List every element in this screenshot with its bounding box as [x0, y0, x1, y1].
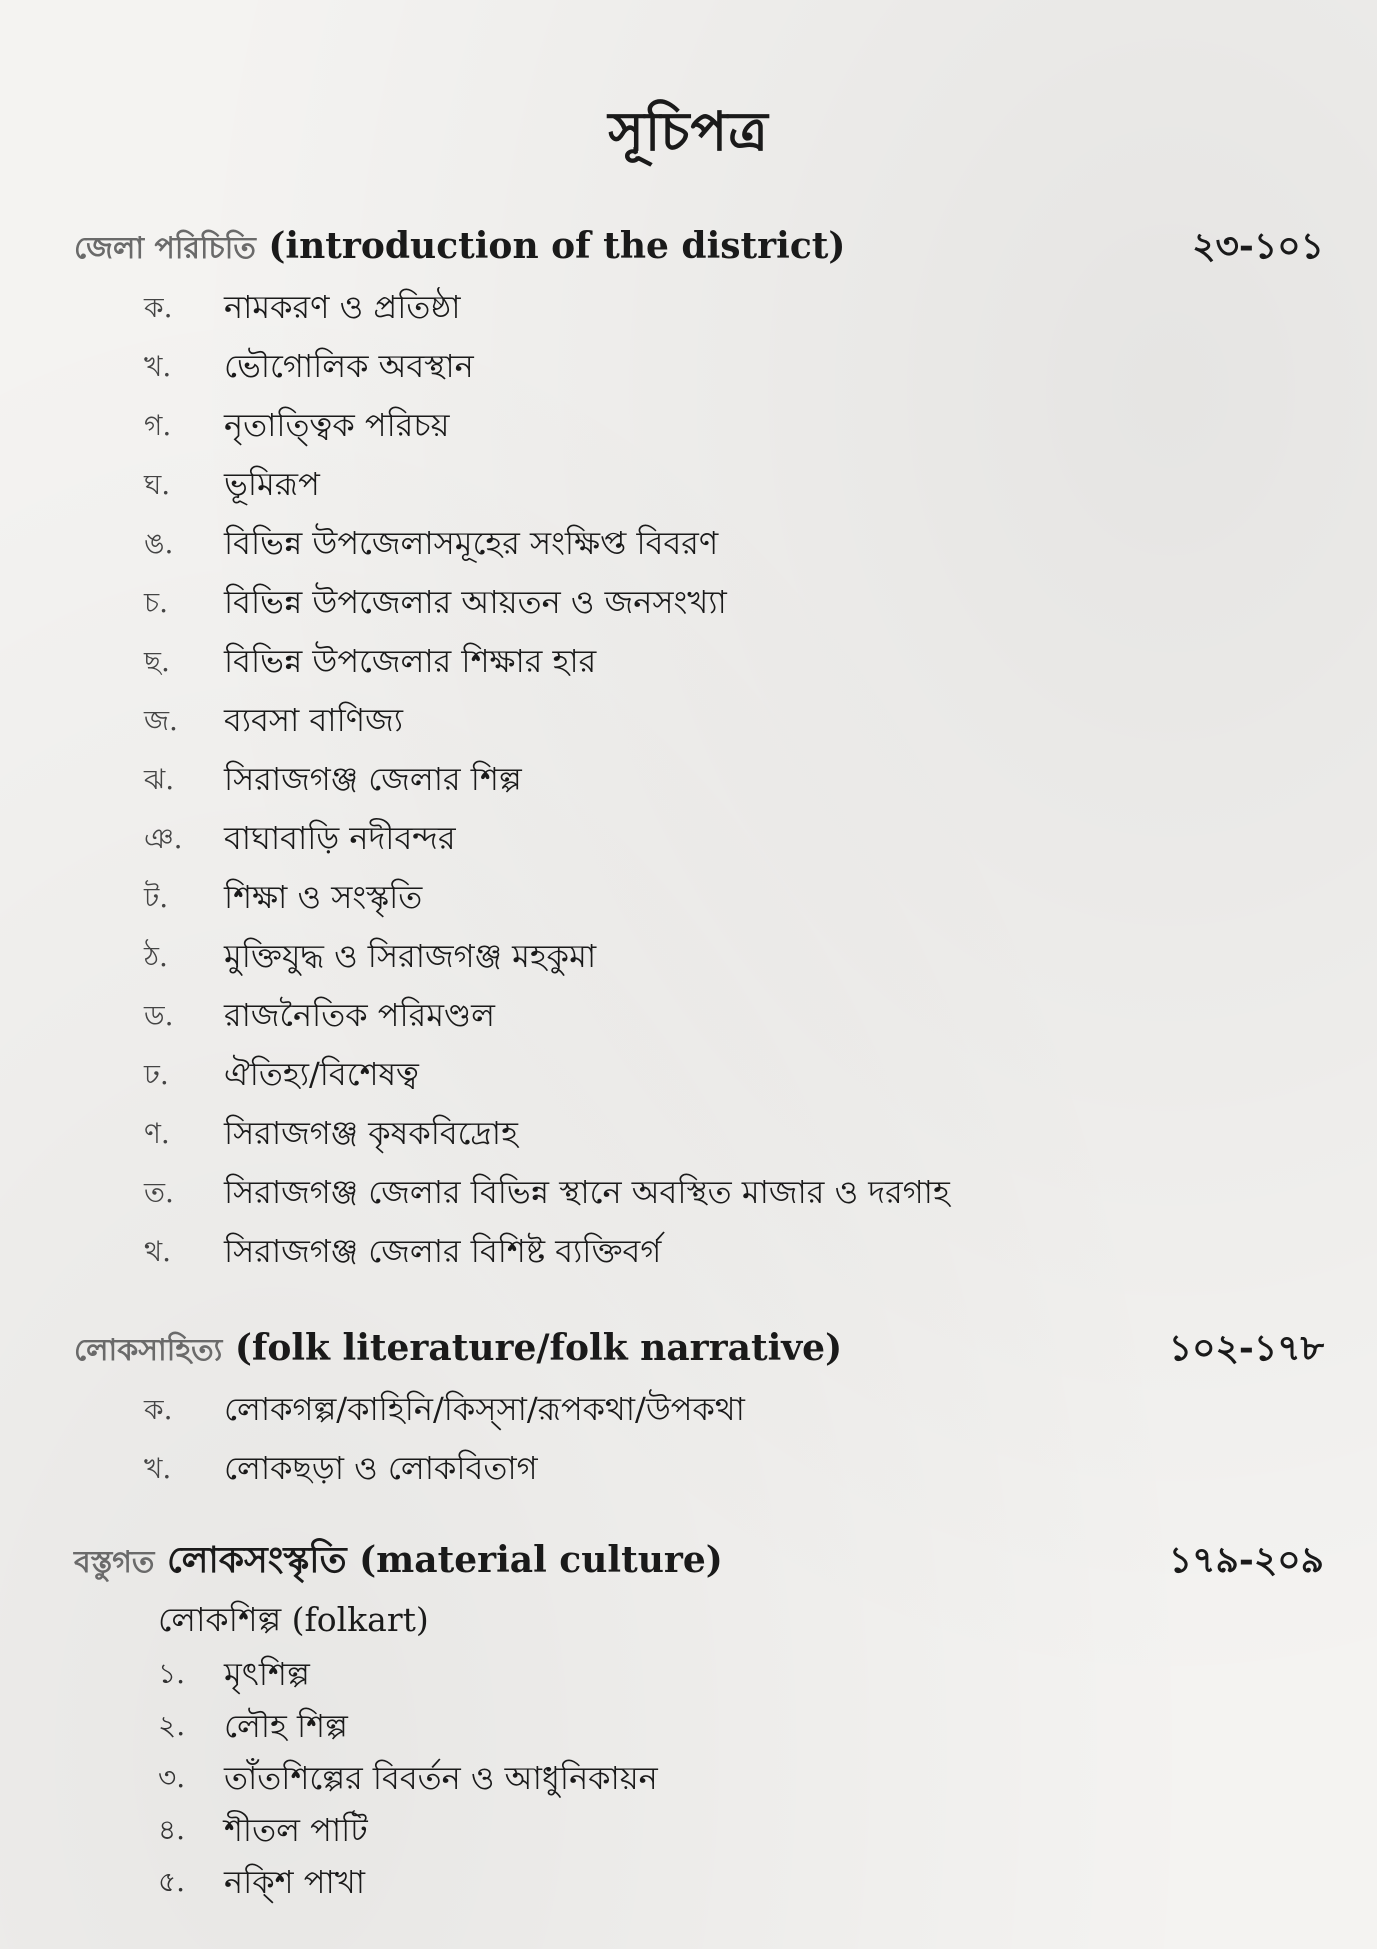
item-marker: ১.: [158, 1657, 186, 1690]
item-label: বিভিন্ন উপজেলার শিক্ষার হার: [224, 642, 597, 680]
item-marker: ক.: [144, 1393, 173, 1426]
item-marker: ২.: [158, 1709, 186, 1742]
item-label: সিরাজগঞ্জ জেলার বিভিন্ন স্থানে অবস্থিত মাজার ও দরগাহ: [224, 1173, 950, 1211]
item-marker: ত.: [144, 1176, 174, 1209]
toc-item: [74, 573, 1324, 632]
item-marker: ঝ.: [144, 763, 175, 796]
item-label: ব্যবসা বাণিজ্য: [224, 701, 403, 739]
item-label: তাঁতশিল্পের বিবর্তন ও আধুনিকায়ন: [224, 1759, 658, 1797]
item-marker: ঙ.: [144, 527, 174, 560]
item-label: সিরাজগঞ্জ জেলার শিল্প: [224, 760, 522, 798]
toc-item: [74, 809, 1324, 868]
section-title-bn: জেলা পরিচিতি: [74, 231, 256, 266]
section-title-prefix: বস্তুগত: [74, 1545, 155, 1580]
item-marker: ক.: [144, 291, 173, 324]
item-marker: ট.: [144, 881, 169, 914]
item-label: বাঘাবাড়ি নদীবন্দর: [224, 819, 456, 857]
toc-item: [74, 691, 1324, 750]
item-marker: থ.: [144, 1235, 172, 1268]
section-title: [74, 1316, 842, 1383]
item-label: লোকগল্প/কাহিনি/কিস্সা/রূপকথা/উপকথা: [224, 1390, 745, 1428]
item-marker: ণ.: [144, 1117, 170, 1150]
section-page-range: ১৭৯-২০৯: [1168, 1539, 1324, 1581]
item-label: শিক্ষা ও সংস্কৃতি: [224, 878, 423, 916]
item-marker: ছ.: [144, 645, 170, 678]
item-marker: ঠ.: [144, 940, 168, 973]
toc-item: [74, 1104, 1324, 1163]
toc-item: [74, 337, 1324, 396]
toc-item: [74, 1222, 1324, 1281]
item-marker: খ.: [144, 350, 172, 383]
toc-item: [74, 868, 1324, 927]
item-label: সিরাজগঞ্জ কৃষকবিদ্রোহ: [224, 1114, 518, 1152]
item-marker: ৫.: [158, 1865, 186, 1898]
item-label: বিভিন্ন উপজেলার আয়তন ও জনসংখ্যা: [224, 583, 727, 621]
section-page-range: ১০২-১৭৮: [1168, 1327, 1324, 1369]
page-title: সূচিপত্র: [608, 99, 769, 163]
item-label: শীতল পাটি: [224, 1811, 368, 1849]
item-label: নামকরণ ও প্রতিষ্ঠা: [224, 288, 461, 326]
toc-item: [74, 632, 1324, 691]
toc-item: [74, 1752, 1324, 1804]
item-label: বিভিন্ন উপজেলাসমূহের সংক্ষিপ্ত বিবরণ: [224, 524, 719, 562]
section-title-en: (introduction of the district): [268, 225, 846, 267]
toc-item: [74, 1439, 1324, 1498]
toc-item: [74, 1045, 1324, 1104]
toc-item: [74, 278, 1324, 337]
toc-item: [74, 1380, 1324, 1439]
item-label: মৃৎশিল্প: [224, 1655, 310, 1693]
toc-item: [74, 1804, 1324, 1856]
section-heading: [74, 1316, 1324, 1380]
item-label: লৌহ শিল্প: [224, 1707, 348, 1745]
toc-item: [74, 1856, 1324, 1908]
item-label: নক্শি পাখা: [224, 1863, 366, 1901]
item-marker: জ.: [144, 704, 178, 737]
item-marker: খ.: [144, 1452, 172, 1485]
item-marker: ড.: [144, 999, 174, 1032]
item-marker: ঘ.: [144, 468, 171, 501]
toc-item: [74, 1648, 1324, 1700]
toc-section-material-culture: [74, 1528, 1324, 1908]
section-title: [74, 214, 845, 281]
item-label: রাজনৈতিক পরিমণ্ডল: [224, 996, 495, 1034]
item-marker: চ.: [144, 586, 169, 619]
toc-section-district: [74, 214, 1324, 1281]
item-label: মুক্তিযুদ্ধ ও সিরাজগঞ্জ মহকুমা: [224, 937, 597, 975]
item-label: নৃতাত্ত্বিক পরিচয়: [224, 406, 450, 444]
toc-item: [74, 1163, 1324, 1222]
toc-item: [74, 986, 1324, 1045]
section-title-en: (material culture): [359, 1539, 723, 1581]
section-title-bn: লোকসংস্কৃতি: [167, 1539, 347, 1581]
section-subheading: লোকশিল্প (folkart): [158, 1600, 429, 1639]
section-title: [74, 1528, 723, 1595]
item-label: লোকছড়া ও লোকবিতাগ: [224, 1449, 538, 1487]
item-label: ভৌগোলিক অবস্থান: [224, 347, 474, 385]
toc-section-folk-literature: [74, 1316, 1324, 1498]
item-marker: গ.: [144, 409, 172, 442]
toc-item: [74, 455, 1324, 514]
toc-item: [74, 1700, 1324, 1752]
toc-item: [74, 927, 1324, 986]
section-heading: [74, 214, 1324, 278]
section-title-en: (folk literature/folk narrative): [234, 1327, 843, 1369]
item-label: সিরাজগঞ্জ জেলার বিশিষ্ট ব্যক্তিবর্গ: [224, 1232, 662, 1270]
toc-item: [74, 514, 1324, 573]
item-label: ঐতিহ্য/বিশেষত্ব: [224, 1055, 419, 1093]
section-heading: [74, 1528, 1324, 1592]
item-label: ভূমিরূপ: [224, 465, 320, 503]
section-title-bn: লোকসাহিত্য: [74, 1333, 223, 1368]
item-marker: ঢ.: [144, 1058, 169, 1091]
toc-item: [74, 750, 1324, 809]
section-page-range: ২৩-১০১: [1192, 225, 1324, 267]
toc-item: [74, 396, 1324, 455]
item-marker: ৪.: [158, 1813, 186, 1846]
item-marker: ঞ.: [144, 822, 183, 855]
item-marker: ৩.: [158, 1761, 186, 1794]
